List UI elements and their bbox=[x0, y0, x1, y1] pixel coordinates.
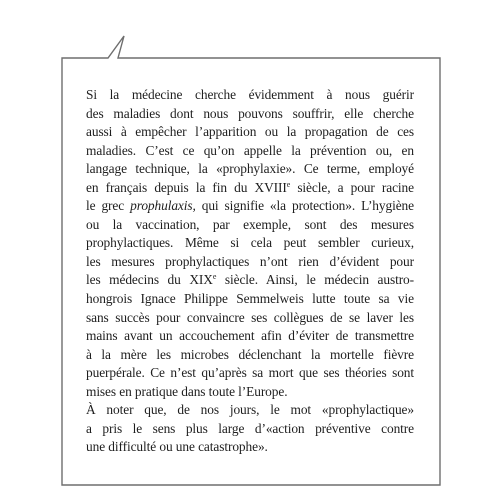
text-line: les médecins du XIXe siècle. Ainsi, le médecin austro- bbox=[86, 272, 415, 288]
text-line: mains avant un accouchement afin d’éviter de transmettre bbox=[86, 328, 414, 344]
text-line: une difficulté ou une catastrophe». bbox=[86, 439, 268, 455]
text-line: prophylactiques. Même si cela peut sembler curieux, bbox=[86, 235, 414, 251]
text-line: aussi à empêcher l’apparition ou la propagation de ces bbox=[86, 124, 414, 140]
text-line: à la mère les microbes déclenchant la mortelle fièvre bbox=[86, 346, 414, 362]
text-line: langage technique, la «prophylaxie». Ce terme, employé bbox=[86, 161, 414, 177]
text-line: ou la vaccination, par exemple, sont des mesures bbox=[86, 216, 414, 232]
text-line: mises en pratique dans toute l’Europe. bbox=[86, 383, 288, 399]
text-line: puerpérale. Ce n’est qu’après sa mort que ses théories sont bbox=[86, 365, 414, 381]
text-line: Si la médecine cherche évidemment à nous guérir bbox=[86, 87, 414, 102]
text-line: sans succès pour convaincre ses collègues de se laver les bbox=[86, 309, 414, 325]
superscript-e: e bbox=[286, 179, 291, 189]
article-paragraph bbox=[86, 86, 414, 457]
text-line: maladies. C’est ce qu’on appelle la prévention ou, en bbox=[86, 142, 414, 158]
text-line: hongrois Ignace Philippe Semmelweis lutte toute sa vie bbox=[86, 291, 414, 307]
italic-term: prophulaxis, bbox=[130, 198, 196, 214]
text-line: le grec prophulaxis, qui signifie «la protection». L’hygiène bbox=[86, 198, 414, 214]
text-line: des maladies dont nous pouvons souffrir, elle cherche bbox=[86, 105, 414, 121]
text-line: À noter que, de nos jours, le mot «prophylactique» bbox=[86, 402, 414, 418]
superscript-e: e bbox=[212, 272, 217, 282]
text-line: en français depuis la fin du XVIIIe siècle, a pour racine bbox=[86, 179, 414, 195]
text-line: les mesures prophylactiques n’ont rien d’évident pour bbox=[86, 253, 414, 269]
text-line: a pris le sens plus large d’«action préventive contre bbox=[86, 420, 414, 436]
